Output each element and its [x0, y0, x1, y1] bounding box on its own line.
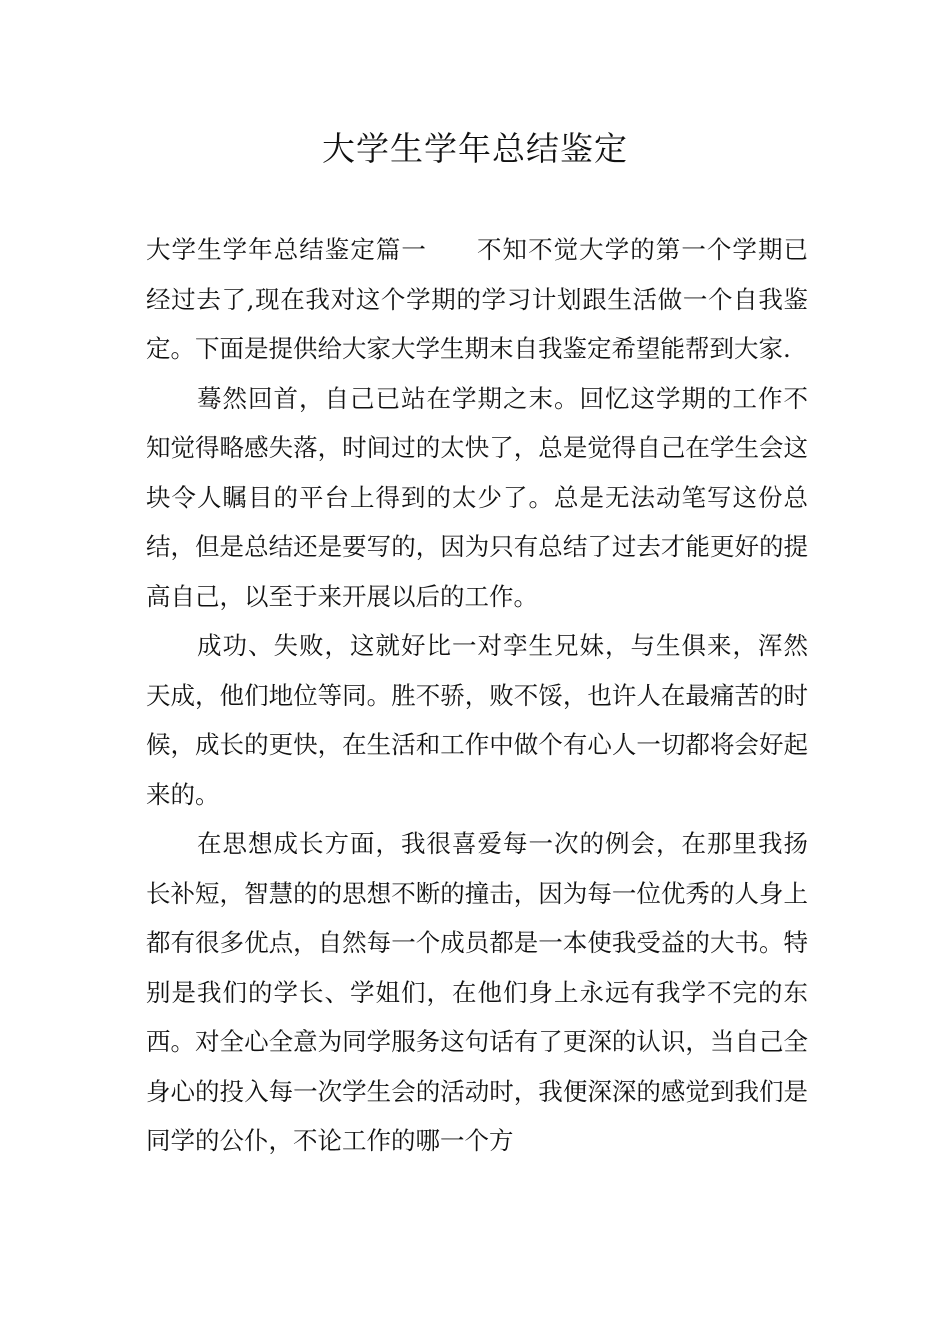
paragraph-reflection: 蓦然回首，自己已站在学期之末。回忆这学期的工作不知觉得略感失落，时间过的太快了，总是觉得自己在学生会这块令人瞩目的平台上得到的太少了。总是无法动笔写这份总结，但是总结还是要写的，因为只有总结了过去才能更好的提高自己，以至于来开展以后的工作。 — [146, 383, 808, 611]
document-title: 大学生学年总结鉴定 — [322, 129, 628, 168]
paragraph-success-failure: 成功、失败，这就好比一对孪生兄妹，与生俱来，浑然天成，他们地位等同。胜不骄，败不馁，也许人在最痛苦的时候，成长的更快，在生活和工作中做个有心人一切都将会好起来的。 — [146, 631, 808, 809]
document-body — [146, 225, 808, 1166]
intro-paragraph — [146, 225, 808, 374]
section-label: 大学生学年总结鉴定篇一 — [146, 235, 427, 264]
paragraph-thought-growth: 在思想成长方面，我很喜爱每一次的例会，在那里我扬长补短，智慧的的思想不断的撞击，因为每一位优秀的人身上都有很多优点，自然每一个成员都是一本使我受益的大书。特别是我们的学长、学姐们，在他们身上永远有我学不完的东西。对全心全意为同学服务这句话有了更深的认识，当自己全身心的投入每一次学生会的活动时，我便深深的感觉到我们是同学的公仆，不论工作的哪一个方 — [146, 829, 808, 1155]
intro-text: 不知不觉大学的第一个学期已经过去了,现在我对这个学期的学习计划跟生活做一个自我鉴定。下面是提供给大家大学生期末自我鉴定希望能帮到大家. — [146, 235, 809, 363]
